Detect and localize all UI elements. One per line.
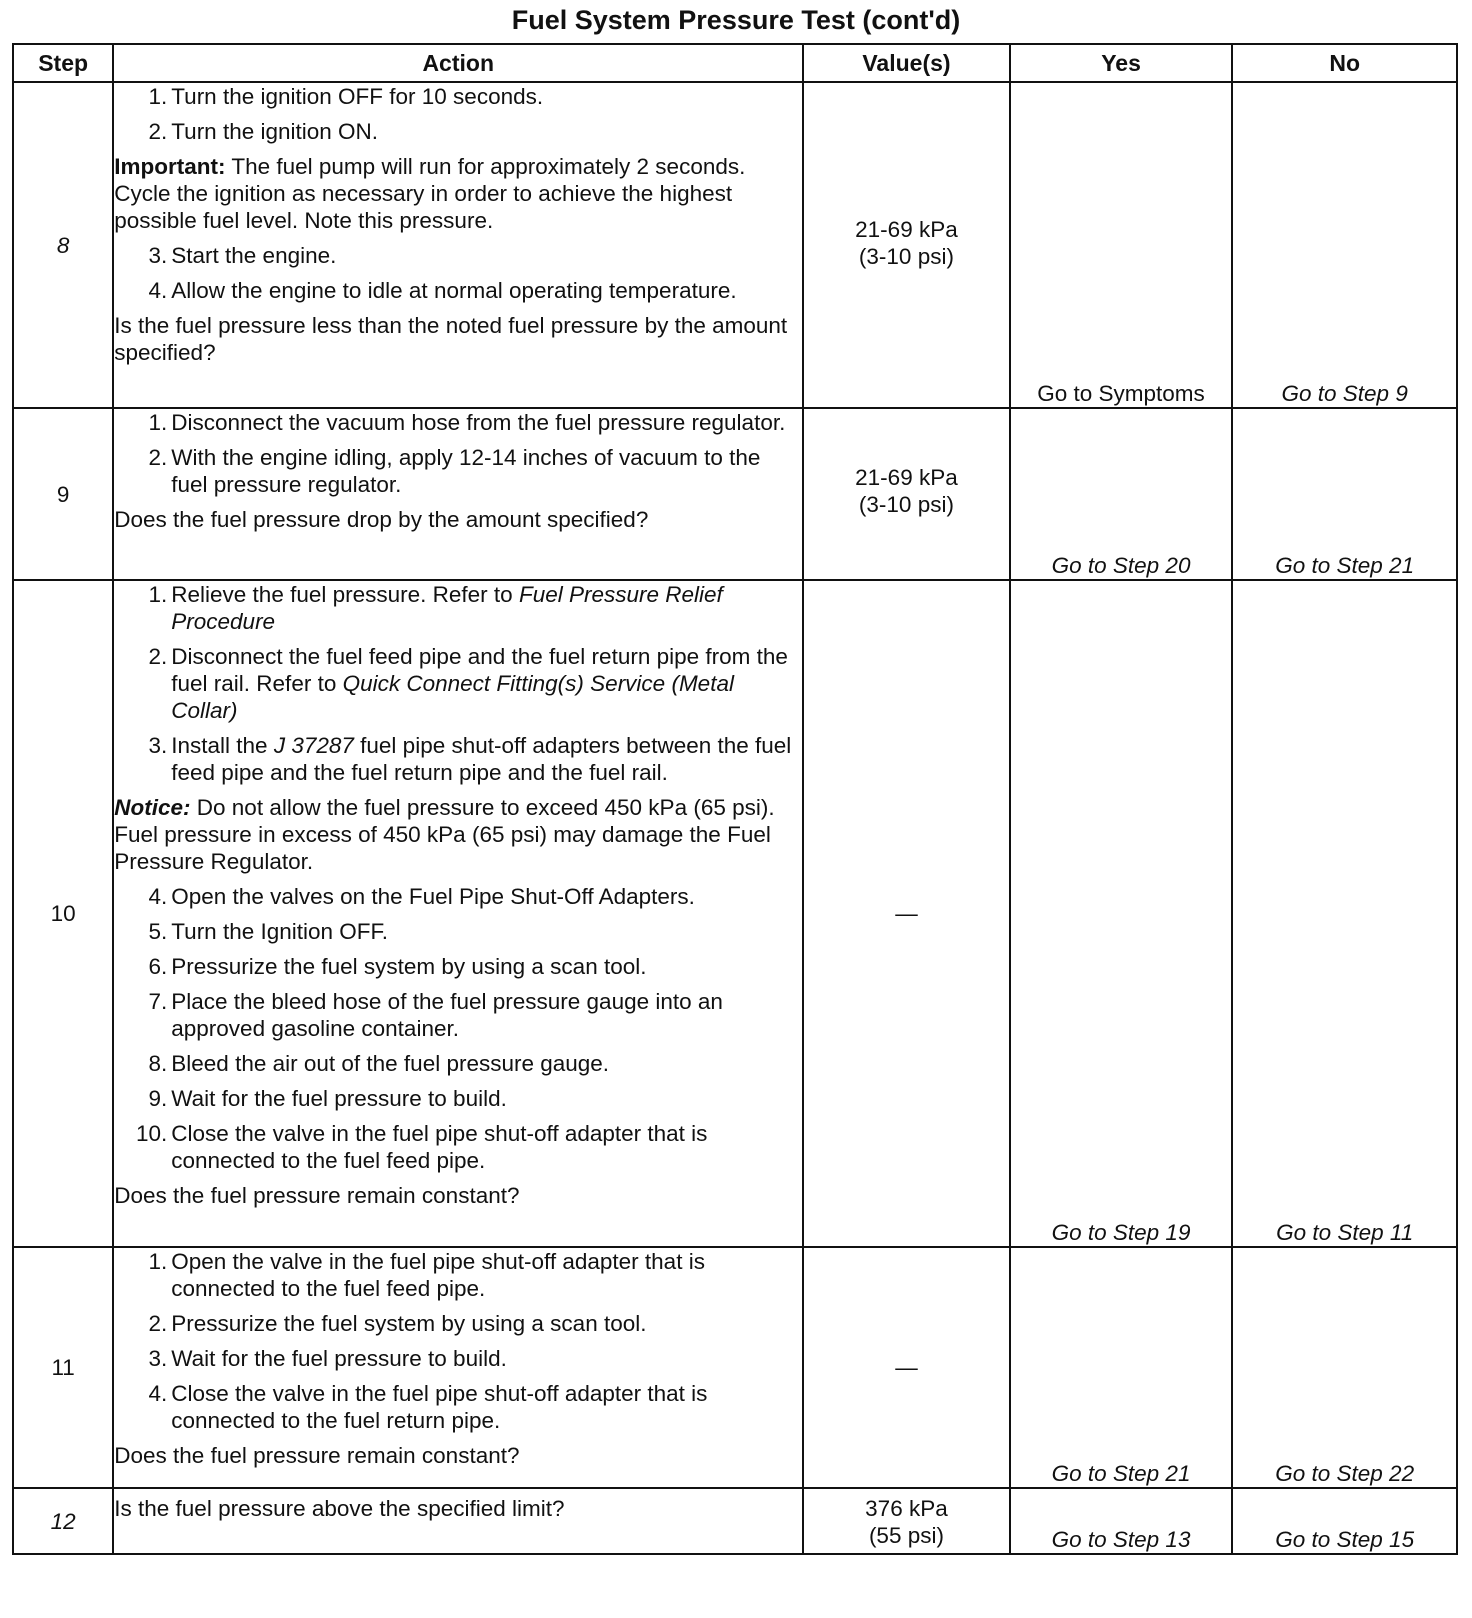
- list-item: 1 . Disconnect the vacuum hose from the fuel pressure regulator.: [114, 409, 802, 436]
- tool-reference: J 37287: [273, 733, 354, 758]
- list-item: 1 . Open the valve in the fuel pipe shut-off adapter that is connected to the fuel feed pipe.: [114, 1248, 802, 1302]
- value-kpa: 21-69 kPa: [855, 465, 958, 490]
- action-cell: [113, 408, 803, 580]
- list-item: 7 . Place the bleed hose of the fuel pressure gauge into an approved gasoline container.: [114, 988, 802, 1042]
- list-item: 4 . Close the valve in the fuel pipe shut-off adapter that is connected to the fuel return pipe.: [114, 1380, 802, 1434]
- header-step: Step: [13, 44, 113, 82]
- list-item: 4 . Allow the engine to idle at normal operating temperature.: [114, 277, 802, 304]
- list-item: 8 . Bleed the air out of the fuel pressure gauge.: [114, 1050, 802, 1077]
- step-number: 11: [13, 1247, 113, 1488]
- action-list: [114, 883, 802, 1174]
- action-cell: [113, 1247, 803, 1488]
- list-item: 10 . Close the valve in the fuel pipe shut-off adapter that is connected to the fuel feed pipe.: [114, 1120, 802, 1174]
- list-item: 3 . Install the J 37287 fuel pipe shut-off adapters between the fuel feed pipe and the fuel return pipe and the fuel rail.: [114, 732, 802, 786]
- value-psi: (3-10 psi): [858, 492, 954, 517]
- header-values: Value(s): [803, 44, 1010, 82]
- value-kpa: 21-69 kPa: [855, 217, 958, 242]
- list-item: 3 . Start the engine.: [114, 242, 802, 269]
- header-action: Action: [113, 44, 803, 82]
- list-item: 1 . Turn the ignition OFF for 10 seconds.: [114, 83, 802, 110]
- values-cell: [803, 82, 1010, 408]
- action-cell: [113, 82, 803, 408]
- reference-link: Quick Connect Fitting(s) Service (Metal Collar): [171, 671, 734, 723]
- no-cell: Go to Step 15: [1232, 1488, 1457, 1554]
- header-yes: Yes: [1010, 44, 1233, 82]
- no-cell: Go to Step 9: [1232, 82, 1457, 408]
- action-list: [114, 1248, 802, 1434]
- action-list: [114, 409, 802, 498]
- header-row: [13, 44, 1457, 82]
- list-item: 1 . Relieve the fuel pressure. Refer to Fuel Pressure Relief Procedure: [114, 581, 802, 635]
- notice-note: Notice: Do not allow the fuel pressure to exceed 450 kPa (65 psi). Fuel pressure in excess of 450 kPa (65 psi) may damage the Fuel Pressure Regulator.: [114, 795, 775, 874]
- procedure-table: [12, 43, 1458, 1555]
- question-text: Is the fuel pressure less than the noted fuel pressure by the amount specified?: [114, 313, 788, 365]
- no-cell: Go to Step 11: [1232, 580, 1457, 1247]
- step-number: 8: [13, 82, 113, 408]
- question-text: Is the fuel pressure above the specified limit?: [114, 1496, 565, 1521]
- table-row-step-12: [13, 1488, 1457, 1554]
- document-title: Fuel System Pressure Test (cont'd): [511, 5, 961, 35]
- list-item: 6 . Pressurize the fuel system by using a scan tool.: [114, 953, 802, 980]
- step-number: 9: [13, 408, 113, 580]
- yes-cell: Go to Step 13: [1010, 1488, 1233, 1554]
- reference-link: Fuel Pressure Relief Procedure: [171, 582, 723, 634]
- header-no: No: [1232, 44, 1457, 82]
- list-item: 4 . Open the valves on the Fuel Pipe Shut-Off Adapters.: [114, 883, 802, 910]
- action-cell: [113, 1488, 803, 1554]
- table-header: [13, 44, 1457, 82]
- step-number: 12: [13, 1488, 113, 1554]
- list-item: 2 . Disconnect the fuel feed pipe and the fuel return pipe from the fuel rail. Refer to Quick Connect Fitting(s) Service (Metal Collar): [114, 643, 802, 724]
- list-item: 2 . Turn the ignition ON.: [114, 118, 802, 145]
- value-psi: (55 psi): [868, 1523, 944, 1548]
- table-row-step-10: [13, 580, 1457, 1247]
- step-number: 10: [13, 580, 113, 1247]
- value-psi: (3-10 psi): [858, 244, 954, 269]
- list-item: 3 . Wait for the fuel pressure to build.: [114, 1345, 802, 1372]
- yes-cell: Go to Step 19: [1010, 580, 1233, 1247]
- no-cell: Go to Step 22: [1232, 1247, 1457, 1488]
- value-kpa: 376 kPa: [865, 1496, 948, 1521]
- values-cell: [803, 408, 1010, 580]
- list-item: 2 . Pressurize the fuel system by using a scan tool.: [114, 1310, 802, 1337]
- no-cell: Go to Step 21: [1232, 408, 1457, 580]
- values-cell: —: [803, 1247, 1010, 1488]
- table-row-step-8: [13, 82, 1457, 408]
- action-list: [114, 242, 802, 304]
- list-item: 9 . Wait for the fuel pressure to build.: [114, 1085, 802, 1112]
- important-note: Important: The fuel pump will run for approximately 2 seconds. Cycle the ignition as necessary in order to achieve the highest possible fuel level. Note this pressure.: [114, 154, 746, 233]
- yes-cell: Go to Symptoms: [1010, 82, 1233, 408]
- question-text: Does the fuel pressure drop by the amount specified?: [114, 507, 649, 532]
- table-row-step-9: [13, 408, 1457, 580]
- list-item: 5 . Turn the Ignition OFF.: [114, 918, 802, 945]
- action-list: [114, 83, 802, 145]
- yes-cell: Go to Step 20: [1010, 408, 1233, 580]
- values-cell: [803, 1488, 1010, 1554]
- question-text: Does the fuel pressure remain constant?: [114, 1443, 520, 1468]
- action-cell: [113, 580, 803, 1247]
- yes-cell: Go to Step 21: [1010, 1247, 1233, 1488]
- question-text: Does the fuel pressure remain constant?: [114, 1183, 520, 1208]
- action-list: [114, 581, 802, 786]
- table-row-step-11: [13, 1247, 1457, 1488]
- values-cell: —: [803, 580, 1010, 1247]
- list-item: 2 . With the engine idling, apply 12-14 inches of vacuum to the fuel pressure regulator.: [114, 444, 802, 498]
